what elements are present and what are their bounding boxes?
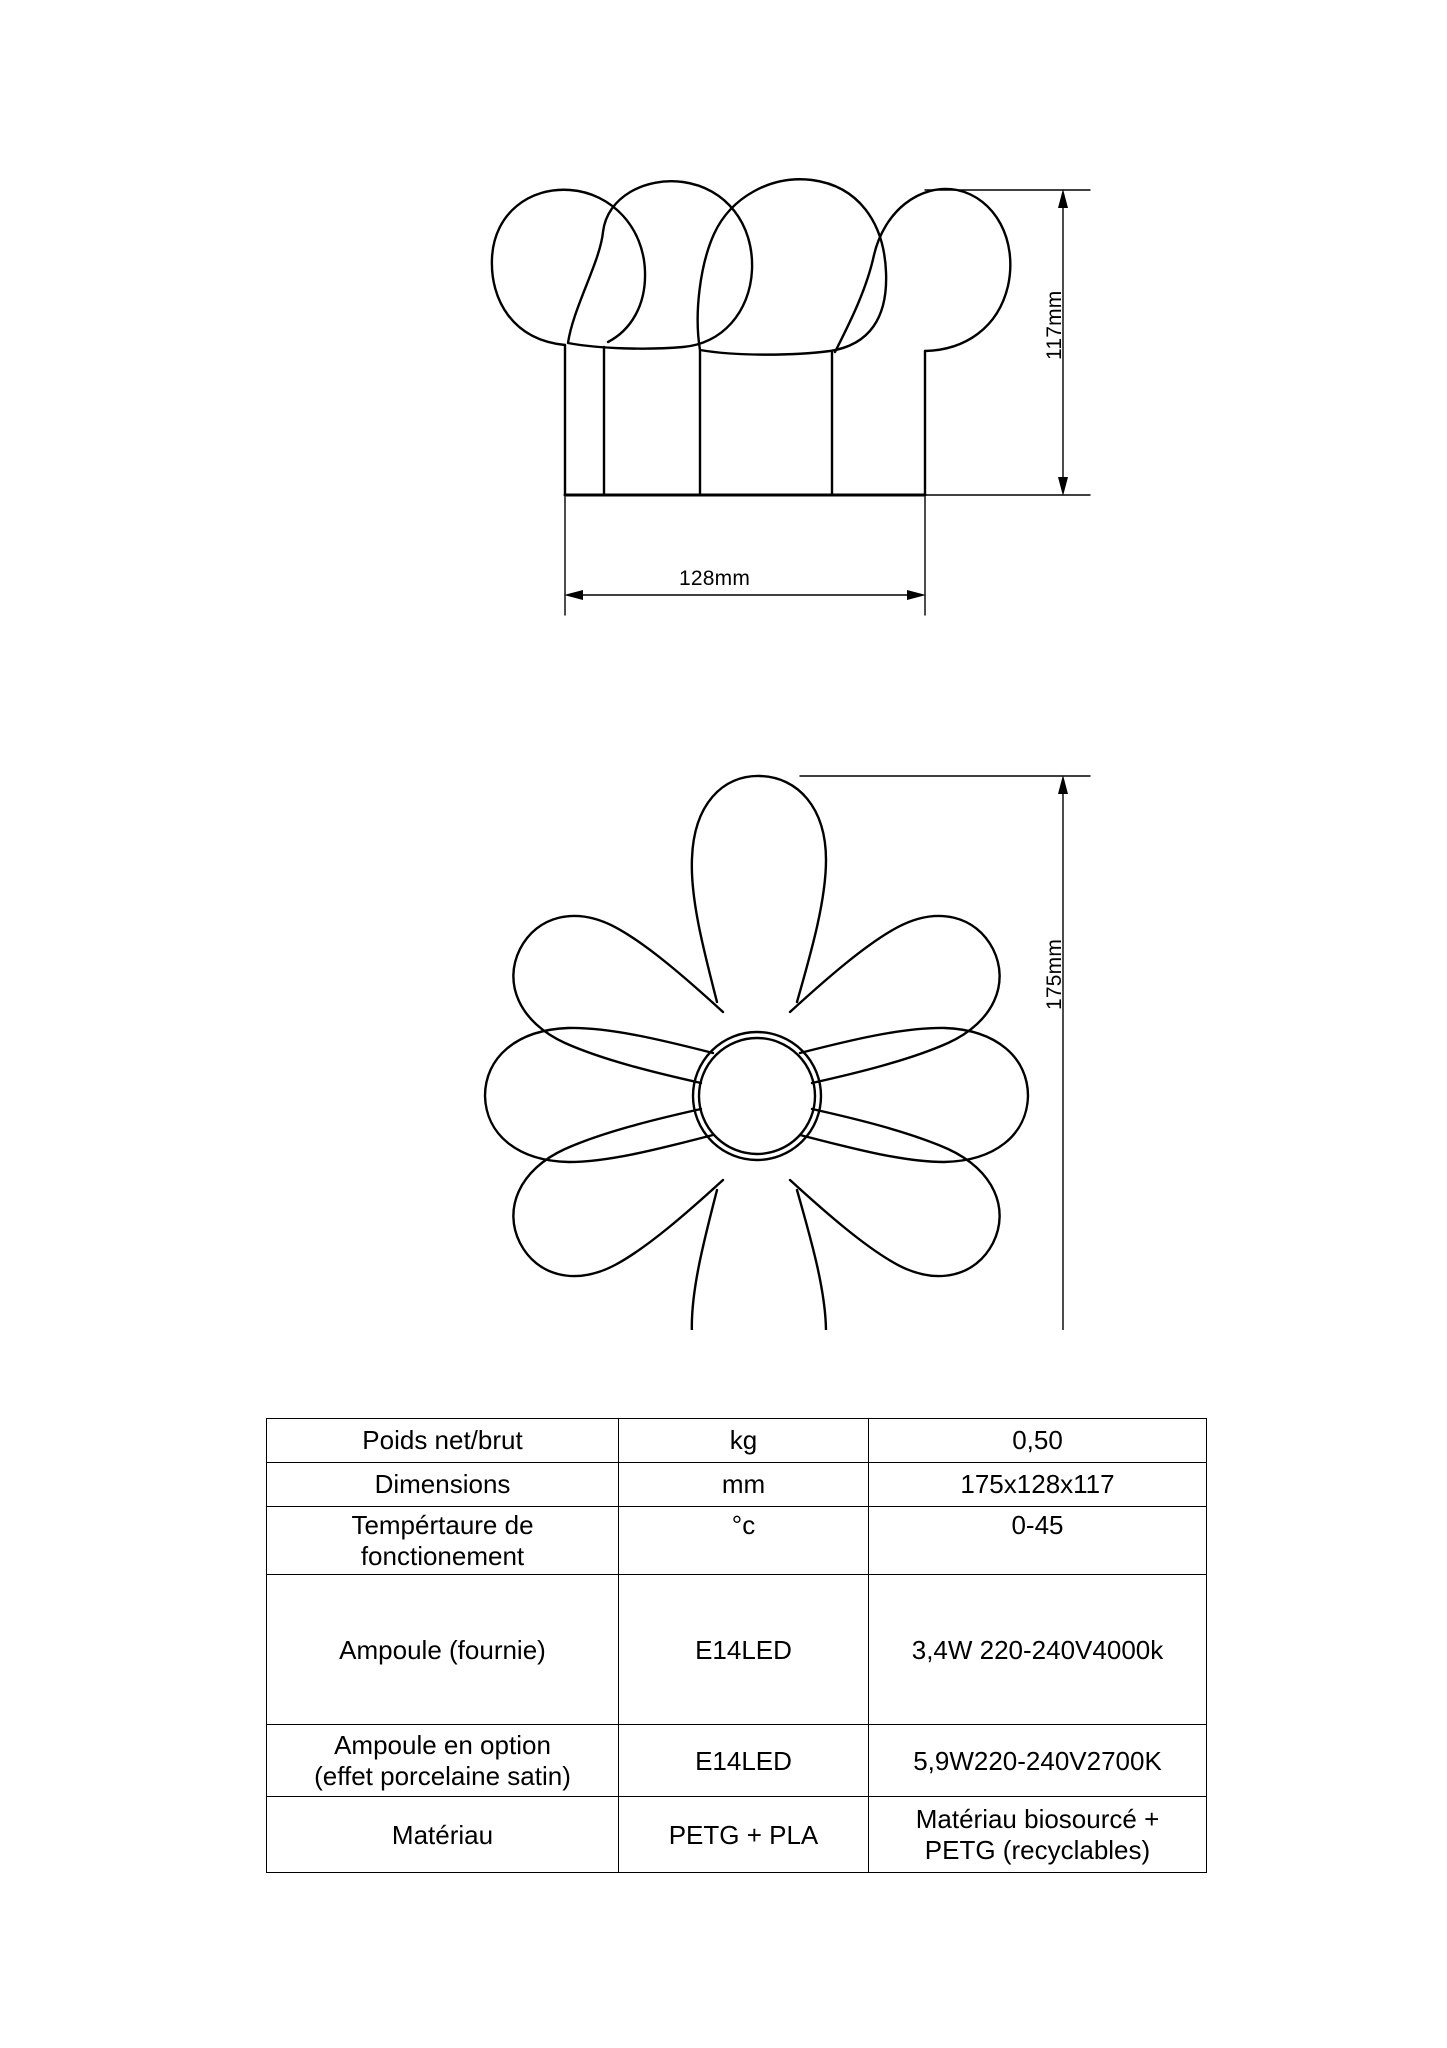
specifications-table	[266, 1418, 1207, 1873]
spec-unit-materiau: PETG + PLA	[619, 1797, 869, 1873]
plan-petal-sw	[513, 1109, 723, 1276]
spec-value-poids: 0,50	[869, 1419, 1207, 1463]
specifications-table-container	[266, 1418, 1206, 1873]
spec-label-temperature-line1: Tempértaure de	[351, 1510, 534, 1540]
spec-unit-temperature: °c	[619, 1507, 869, 1575]
table-row	[267, 1575, 1207, 1725]
table-row	[267, 1725, 1207, 1797]
spec-value-materiau-line1: Matériau biosourcé +	[915, 1804, 1160, 1835]
spec-value-materiau	[869, 1797, 1207, 1873]
spec-unit-ampoule-fournie: E14LED	[619, 1575, 869, 1725]
spec-unit-dimensions: mm	[619, 1463, 869, 1507]
spec-value-ampoule-option: 5,9W220-240V2700K	[869, 1725, 1207, 1797]
arrow-117-bottom	[1058, 477, 1068, 496]
spec-label-ampoule-option-line2: (effet porcelaine satin)	[314, 1760, 571, 1791]
table-row	[267, 1507, 1207, 1575]
plan-center-circle-outer	[693, 1032, 821, 1160]
spec-unit-poids: kg	[619, 1419, 869, 1463]
arrow-175-top	[1058, 775, 1068, 794]
spec-value-temperature: 0-45	[869, 1507, 1207, 1575]
plan-petal-se	[790, 1109, 1000, 1276]
dimension-label-diameter: 175mm	[1043, 938, 1066, 1010]
plan-petal-s	[692, 1190, 826, 1330]
spec-label-materiau: Matériau	[267, 1797, 619, 1873]
dimension-label-width: 128mm	[679, 567, 751, 590]
front-petal-2	[568, 181, 752, 348]
spec-label-temperature	[267, 1507, 619, 1575]
front-elevation-group	[492, 179, 1010, 495]
table-row	[267, 1463, 1207, 1507]
plan-center-circle-inner	[699, 1038, 815, 1154]
table-row	[267, 1797, 1207, 1873]
spec-label-ampoule-option-line1: Ampoule en option	[334, 1730, 551, 1761]
spec-label-poids: Poids net/brut	[267, 1419, 619, 1463]
arrow-117-top	[1058, 189, 1068, 208]
spec-label-temperature-line2: fonctionement	[360, 1540, 525, 1571]
plan-petal-ne	[790, 916, 1000, 1083]
plan-petal-e	[800, 1028, 1028, 1162]
spec-value-materiau-line2: PETG (recyclables)	[924, 1834, 1151, 1865]
plan-petal-nw	[513, 916, 723, 1083]
spec-label-dimensions: Dimensions	[267, 1463, 619, 1507]
spec-unit-ampoule-option: E14LED	[619, 1725, 869, 1797]
dimension-label-height: 117mm	[1043, 290, 1066, 360]
plan-petal-w	[485, 1028, 713, 1162]
spec-label-ampoule-fournie: Ampoule (fournie)	[267, 1575, 619, 1725]
arrow-128-right	[907, 590, 926, 600]
front-petal-1	[492, 190, 645, 345]
arrow-128-left	[564, 590, 583, 600]
spec-value-ampoule-fournie: 3,4W 220-240V4000k	[869, 1575, 1207, 1725]
front-petal-4	[835, 189, 1010, 352]
dimension-128mm	[564, 497, 926, 615]
dimension-175mm	[800, 775, 1090, 1330]
spec-value-dimensions: 175x128x117	[869, 1463, 1207, 1507]
spec-label-ampoule-option	[267, 1725, 619, 1797]
top-plan-group	[485, 776, 1028, 1330]
plan-petal-n	[692, 776, 826, 1002]
table-row	[267, 1419, 1207, 1463]
